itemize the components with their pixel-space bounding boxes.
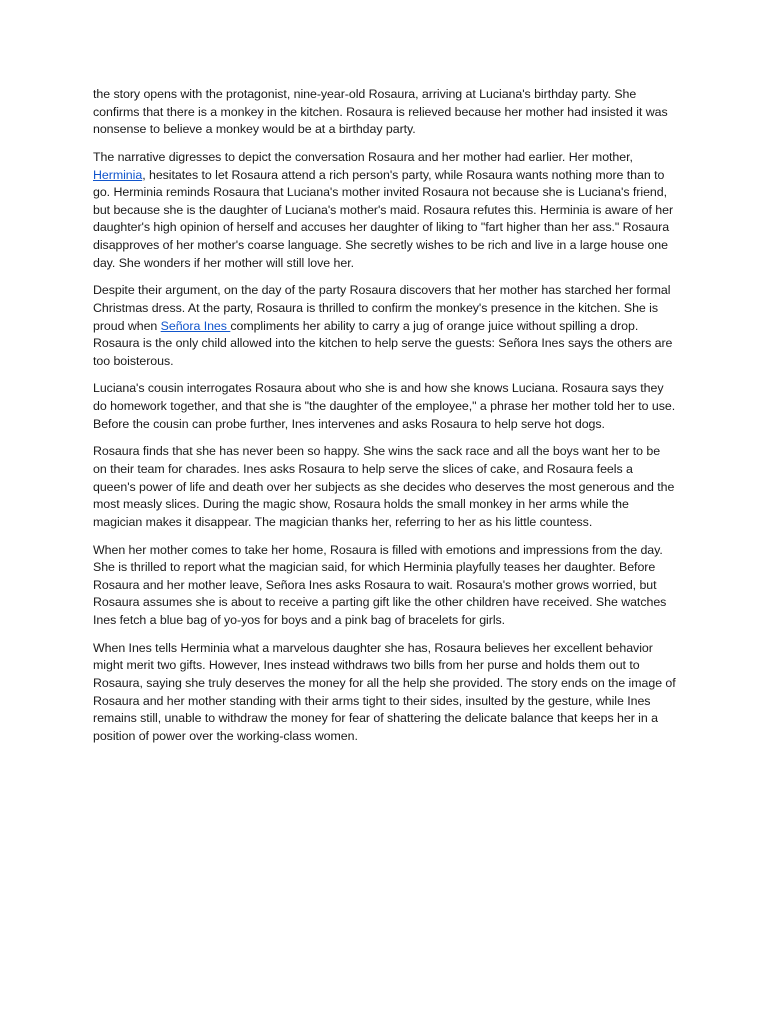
- paragraph-4: Luciana's cousin interrogates Rosaura about who she is and how she knows Luciana. Rosaura says they do homework together, and that she is "the daughter of the employee," a phrase her mother told her to use. Before the cousin can probe further, Ines intervenes and asks Rosaura to help serve hot dogs.: [93, 381, 676, 431]
- paragraph-3-text-before: Despite their argument, on the day of the party Rosaura discovers that her mother has starched her formal Christmas dress. At the party, Rosaura is thrilled to confirm the monkey's presence in the kitchen. She is proud when: [93, 283, 671, 333]
- senora-ines-link[interactable]: Señora Ines: [160, 318, 231, 333]
- herminia-link[interactable]: Herminia: [93, 167, 143, 182]
- document-body: [93, 86, 677, 756]
- paragraph-6: When her mother comes to take her home, Rosaura is filled with emotions and impressions from the day. She is thrilled to report what the magician said, for which Herminia playfully teases her daughter. Before Rosaura and her mother leave, Señora Ines asks Rosaura to wait. Rosaura's mother grows worried, but Rosaura assumes she is about to receive a parting gift like the other children have received. She watches Ines fetch a blue bag of yo-yos for boys and a pink bag of bracelets for girls.: [93, 542, 667, 627]
- paragraph-2-text-after: , hesitates to let Rosaura attend a rich person's party, while Rosaura wants nothing more than to go. Herminia reminds Rosaura that Luciana's mother invited Rosaura not because she is Luciana's friend, but because she is the daughter of Luciana's mother's maid. Rosaura refutes this. Herminia is aware of her daughter's high opinion of herself and accuses her daughter of liking to "fart higher than her ass." Rosaura disapproves of her mother's coarse language. She secretly wishes to be rich and live in a large house one day. She wonders if her mother will still love her.: [93, 167, 674, 270]
- paragraph-3: [93, 282, 677, 370]
- paragraph-2-text-before: The narrative digresses to depict the conversation Rosaura and her mother had earlier. Her mother,: [93, 149, 633, 164]
- paragraph-1: the story opens with the protagonist, nine-year-old Rosaura, arriving at Luciana's birthday party. She confirms that there is a monkey in the kitchen. Rosaura is relieved because her mother had insisted it was nonsense to believe a monkey would be at a birthday party.: [93, 87, 668, 137]
- paragraph-5: Rosaura finds that she has never been so happy. She wins the sack race and all the boys want her to be on their team for charades. Ines asks Rosaura to help serve the slices of cake, and Rosaura feels a queen's power of life and death over her subjects as she decides who deserves the most generous and the most measly slices. During the magic show, Rosaura holds the small monkey in her arms while the magician makes it disappear. The magician thanks her, referring to her as his little countess.: [93, 444, 675, 529]
- paragraph-2: [93, 149, 677, 272]
- paragraph-7: When Ines tells Herminia what a marvelous daughter she has, Rosaura believes her excellent behavior might merit two gifts. However, Ines instead withdraws two bills from her purse and holds them out to Rosaura, saying she truly deserves the money for all the help she provided. The story ends on the image of Rosaura and her mother standing with their arms tight to their sides, insulted by the gesture, while Ines remains still, unable to withdraw the money for fear of shattering the delicate balance that keeps her in a position of power over the working-class women.: [93, 640, 676, 743]
- paragraph-3-text-after: compliments her ability to carry a jug of orange juice without spilling a drop. Rosaura is the only child allowed into the kitchen to help serve the guests: Señora Ines says the others are too boisterous.: [93, 318, 673, 368]
